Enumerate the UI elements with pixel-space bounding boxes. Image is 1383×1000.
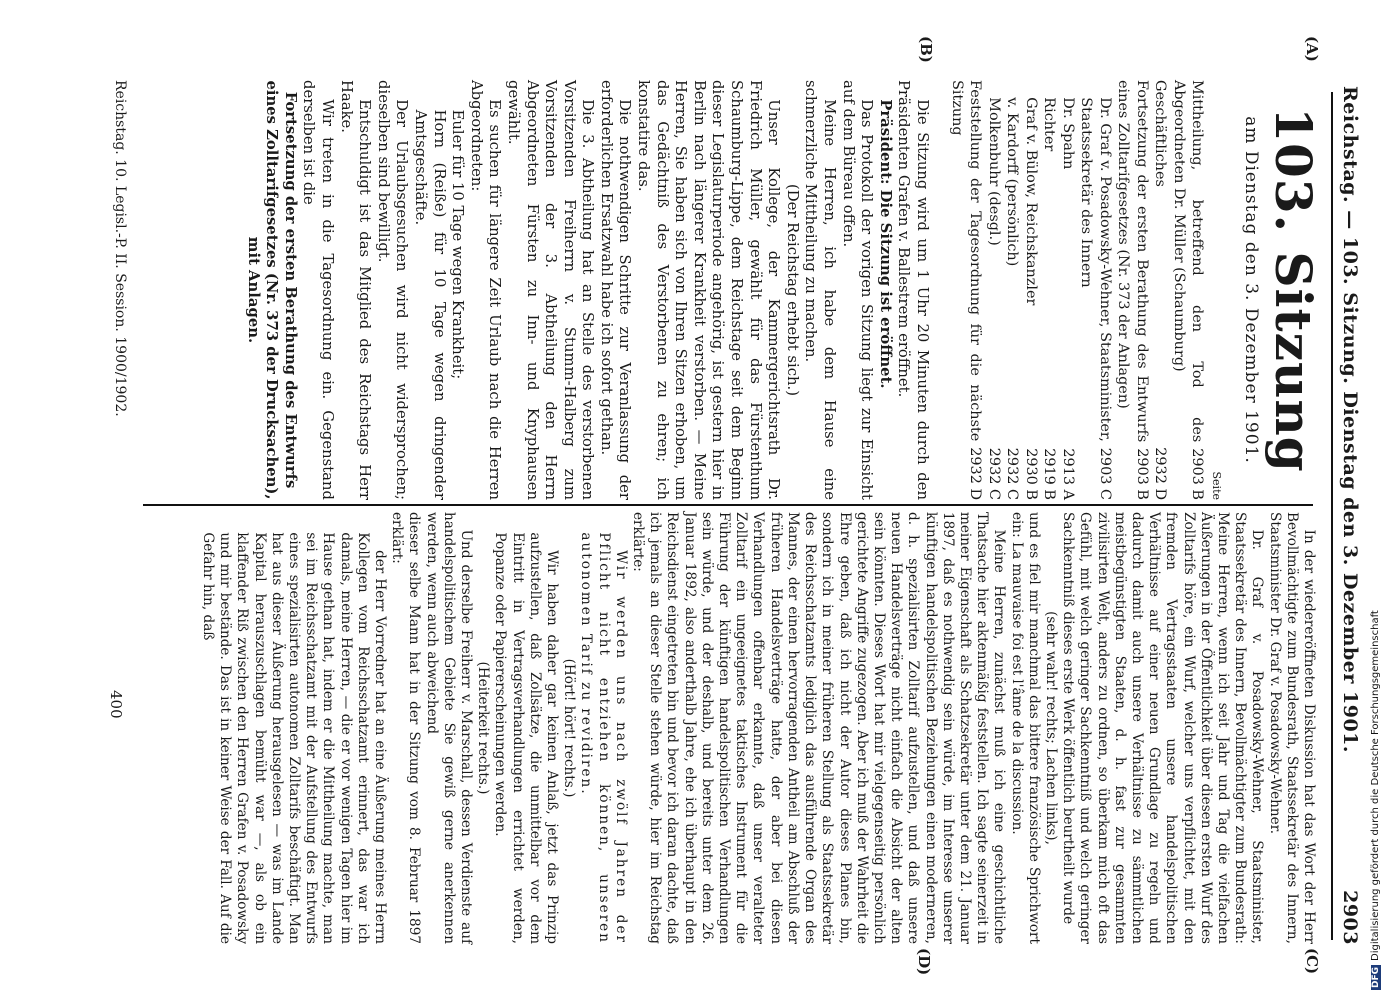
agenda-item: Fortsetzung der ersten Berathung des Entwurfs eines Zolltarifgesetzes (Nr. 373 der Drucksachen), mit Anlagen. (244, 80, 299, 500)
paragraph: und es fiel mir manchmal das bittere französische Sprichwort ein: La mauvaise foi est l'âme de la discussion. (1008, 512, 1042, 944)
paragraph: Unser Kollege, der Kammergerichtsrath Dr. Friedrich Müller, gewählt für das Fürstenthum Schaumburg-Lippe, dem Reichstage seit dem Beginn dieser Legislaturperiode angehörig, ist gestern hier in Berlin nach längerer Krankheit verstorben. — Meine Herren, Sie haben sich von Ihren Sitzen erhoben, um das Gedächtniß des Verstorbenen zu ehren; ich konstatire das. (635, 80, 783, 500)
quotation: der Herr Vorredner hat an eine Äußerung meines Herrn Kollegen vom Reichsschatzamt erinnert, das war ich damals, meine Herren, — die er vor wenigen Tagen hier im Hause gethan hat, indem er die Mittheilung machte, man sei im Reichsschatzamt mit der Aufstellung des Entwurfs eines spezialisirten autonomen Zolltarifs beschäftigt. Man hat aus dieser Äußerung herausgelesen — was im Lande Kapital herauszuschlagen bemüht war —, als ob ein klaffender Riß zwischen den Herren Grafen v. Posadowsky und mir bestände. Das ist in keiner Weise der Fall. Auf die Gefahr hin, daß (200, 532, 389, 944)
margin-marker-a: (A) (1303, 36, 1321, 62)
toc-row: Dr. Spahn 2913 A (1060, 97, 1076, 500)
paragraph: Das Protokoll der vorigen Sitzung liegt zur Einsicht auf dem Büreau offen. (839, 80, 876, 500)
toc-row: Graf v. Bülow, Reichskanzler 2930 B (1023, 97, 1039, 500)
paragraph: Und derselbe Freiherr v. Marschall, dessen Verdienste auf handelspolitischem Gebiete Sie gewiß gerne anerkennen werden, wenn auch abweichend (423, 512, 475, 944)
stage-direction: (Heiterkeit rechts.) (475, 661, 492, 795)
table-of-contents (948, 80, 1226, 500)
running-header: Reichstag. — 103. Sitzung. Dienstag den 3. Dezember 1901. (1339, 86, 1361, 754)
left-body (243, 80, 931, 500)
stage-direction: (Hört! hört! rechts.) (561, 658, 578, 798)
paragraph: Horn (Reiße) für 10 Tage wegen dringender Amtsgeschäfte. (411, 109, 448, 500)
toc-row: Dr. Graf v. Posadowsky-Wehner, Staatsminister, Staatssekretär des Innern 2903 C (1078, 97, 1113, 500)
page-number: 400 (107, 690, 125, 719)
margin-marker-d: (D) (915, 948, 933, 976)
footer: Reichstag. 10. Legisl.-P. II. Session. 1900/1902. (112, 80, 128, 417)
toc-row: Molkenbuhr (desgl.) 2932 C (986, 97, 1002, 500)
paragraph: In der wiedereröffneten Diskussion hat das Wort der Herr Bevollmächtigte zum Bundesrath, Staatssekretär des Innern, Staatsminister Dr. Graf v. Posadowsky-Wehner. (1266, 512, 1317, 944)
toc-row: Fortsetzung der ersten Berathung des Entwurfs eines Zolltarifgesetzes (Nr. 373 der Anlagen) 2903 B (1115, 80, 1150, 500)
toc-row: Feststellung der Tagesordnung für die nächste Sitzung 2932 D (949, 80, 984, 500)
toc-row: Richter 2919 B (1041, 97, 1058, 500)
toc-row: v. Kardorff (persönlich) 2932 C (1004, 97, 1021, 500)
paragraph: dieser selbe Mann hat in der Sitzung vom 8. Februar 1897 erklärt: (389, 512, 423, 944)
paragraph: Es suchen für längere Zeit Urlaub nach die Herren Abgeordneten: (467, 80, 504, 500)
margin-marker-b: (B) (917, 36, 935, 63)
stage-direction: (sehr wahr! rechts; Lachen links), (1042, 611, 1059, 845)
toc-seite-label: Seite (1210, 471, 1223, 500)
toc-row: Mittheilung, betreffend den Tod des Abgeordneten Dr. Müller (Schaumburg) 2903 B (1171, 80, 1206, 500)
paragraph: Euler für 10 Tage wegen Krankheit; (449, 109, 467, 380)
funding-text: Digitalisierung gefördert durch die Deutsche Forschungsgemeinschaft (1370, 610, 1381, 961)
paragraph: Präsident: Die Sitzung ist eröffnet. (876, 99, 894, 389)
header-rule (1331, 92, 1333, 940)
session-date: am Dienstag den 3. Dezember 1901. (1241, 116, 1261, 464)
paragraph: Entschuldigt ist das Mitglied des Reichstags Herr Haake. (337, 80, 374, 500)
quotation: Wir haben daher gar keinen Anlaß, jetzt das Prinzip aufzustellen, daß Zollsätze, die unmittelbar vor dem Eintritt in Vertragsverhandlungen errichtet werden, Popanze oder Papiererscheinungen werden. (492, 532, 561, 944)
paragraph: Der Urlaubsgesuchen wird nicht widersprochen; dieselben sind bewilligt. (374, 80, 411, 500)
toc-row: Geschäftliches 2932 D (1152, 80, 1169, 500)
margin-marker-c: (C) (1303, 948, 1321, 975)
header-page-number: 2903 (1339, 890, 1361, 945)
right-body (199, 512, 1317, 944)
stage-direction: (Der Reichstag erhebt sich.) (783, 183, 801, 396)
column-divider (143, 504, 1313, 506)
session-title: 103. Sitzung (1264, 107, 1323, 473)
dfg-logo-icon: DFG (1371, 966, 1381, 988)
paragraph: Die nothwendigen Schritte zur Veranlassung der erforderlichen Ersatzwahl habe ich sofort gethan. (597, 80, 634, 500)
paragraph: Dr. Graf v. Posadowsky-Wehner, Staatsminister, Staatssekretär des Innern, Bevollmächtigter zum Bundesrath: Meine Herren, wenn ich seit Jahr und Tag die vielfachen Äußerungen in der Öffentlichkeit über diesen ersten Wurf des Zolltarifs höre, ein Wurf, welcher uns verpflichtet, mit den fremden Vertragsstaaten unsere handelspolitischen Verhältnisse auf einer neuen Grundlage zu regeln und dadurch damit auch unsere Verhältnisse zu sämmtlichen meistbegünstigten Staaten, d. h. fast zur gesammten zivilisirten Welt, anders zu ordnen, so überkam mich oft das Gefühl, mit welch geringer Sachkenntniß und welch geringer Sachkenntniß dieses erste Werk öffentlich beurtheilt wurde (1060, 512, 1266, 944)
paragraph: Die Sitzung wird um 1 Uhr 20 Minuten durch den Präsidenten Grafen v. Ballestrem eröffnet. (895, 80, 931, 500)
paragraph: Wir treten in die Tagesordnung ein. Gegenstand derselben ist die (300, 80, 336, 500)
quotation: Wir werden uns nach zwölf Jahren der Pflicht nicht entziehen können, unseren autonomen Tarif zu revidiren. (578, 532, 629, 944)
paragraph: Meine Herren, ich habe dem Hause eine schmerzliche Mittheilung zu machen. (802, 80, 839, 500)
paragraph: Meine Herren, zunächst muß ich eine geschichtliche Thatsache hier aktenmäßig feststellen. Ich sagte seinerzeit in meiner Eigenschaft als Schatzsekretär unter dem 21. Januar 1897, daß es nothwendig sein würde, im Interesse unserer künftigen handelspolitischen Beziehungen einen moderneren, d. h. spezialisirten Zolltarif aufzustellen, und daß unsere neuen Handelsverträge nicht einfach die Absicht der alten sein könnten. Dieses Wort hat mir vielgegenseitig persönlich gerichtete Angriffe zugezogen. Aber ich muß der Wahrheit die Ehre geben, daß ich nicht der Autor dieses Planes bin, sondern ich in meiner früheren Stellung als Staatssekretär des Reichsschatzamts lediglich das ausführende Organ des Mannes, der einen hervorragenden Antheil am Abschluß der früheren Handelsverträge hatte, der aber bei diesen Verhandlungen offenbar erkannte, daß unser veralteter Zolltarif ein ungeeignetes taktisches Instrument für die Führung der künftigen handelspolitischen Verhandlungen sein würde, und der deshalb, und bereits unter dem 26. Januar 1892, also anderthalb Jahre, ehe ich überhaupt in den Reichsdienst eingetreten bin und bevor ich daran dachte, daß ich jemals an dieser Stelle stehen würde, hier im Reichstag erklärte: (630, 512, 1008, 944)
paragraph: Die 3. Abtheilung hat an Stelle des verstorbenen Vorsitzenden Freiherrn v. Stumm-Halberg zum Vorsitzenden der 3. Abtheilung den Herrn Abgeordneten Fürsten zu Inn- und Knyphausen gewählt. (504, 80, 597, 500)
